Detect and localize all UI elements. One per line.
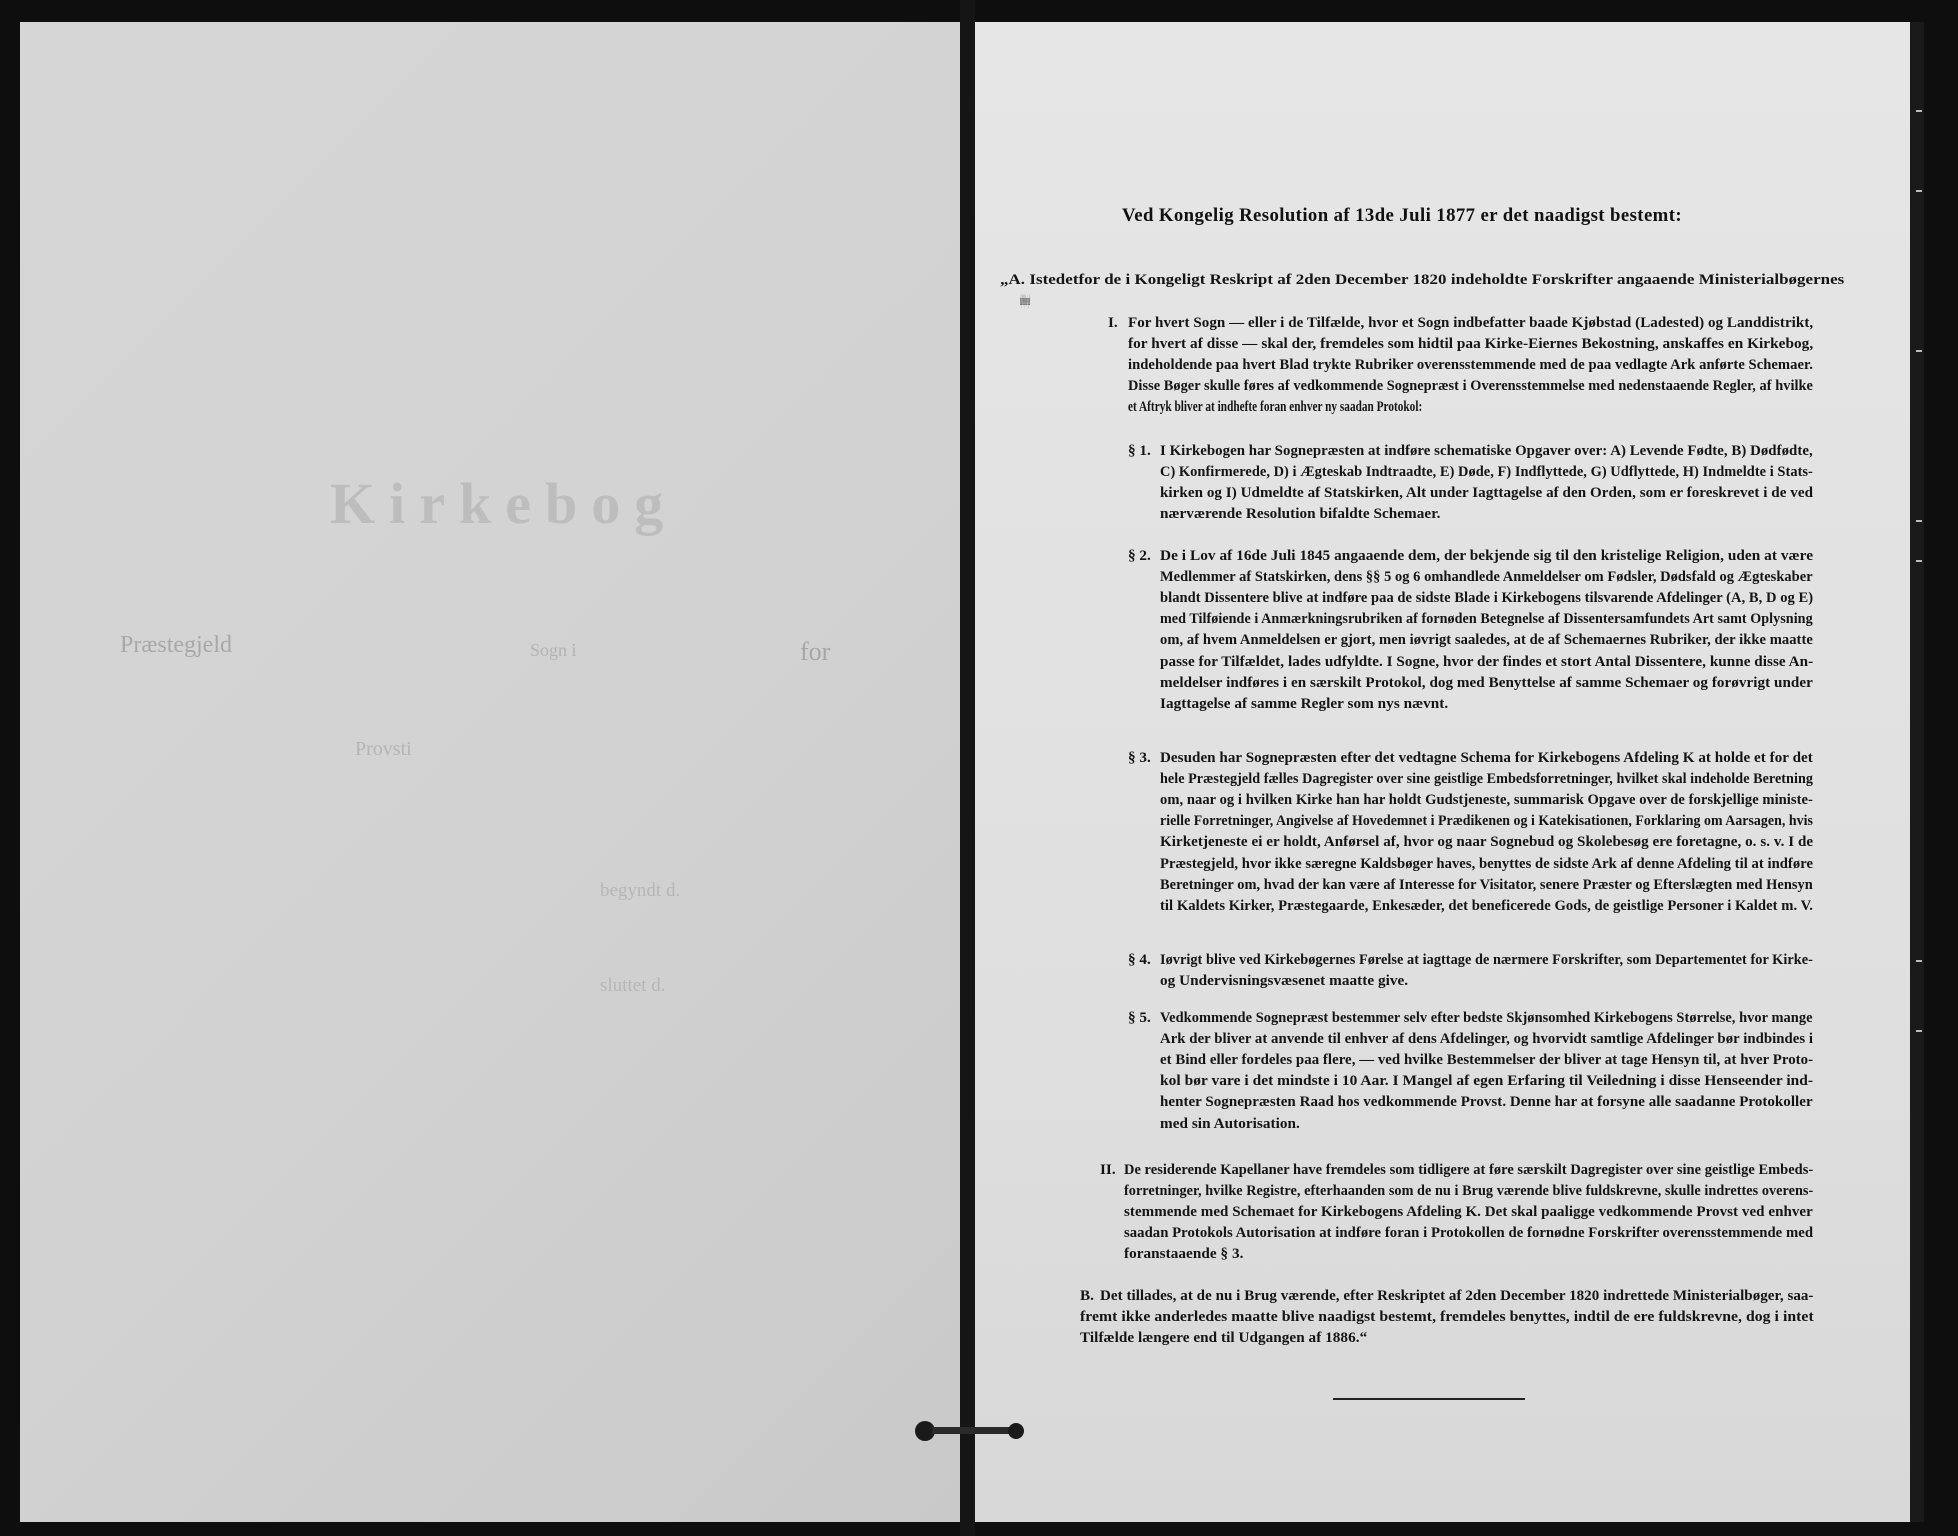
ghost-sogn: Sogn i [530, 640, 577, 660]
paragraph-number: § 2. [1128, 547, 1151, 564]
text-line: nærværende Resolution bifaldte Schemaer. [1160, 505, 1441, 523]
text-line: Tilfælde længere end til Udgangen af 1886.“ [1080, 1329, 1368, 1347]
text-line: Beretninger om, hvad der kan være af Interesse for Visitator, senere Præster og Efterslægten med Hensyn [1160, 875, 1813, 893]
text-line: rielle Forretninger, Angivelse af Hovedemnet i Prædikenen og i Katekisationen, Forklaring om Aarsagen, hvis [1160, 812, 1813, 830]
text-line: til Kaldets Kirker, Præstegaarde, Enkesæder, det beneficerede Gods, de geistlige Personer i Kaldet m. V. [1160, 896, 1813, 914]
text-line: saadan Protokols Autorisation at indføre foran i Protokollen de fornødne Forskrifter overensstemmende med [1124, 1224, 1814, 1242]
paragraph-number: I. [1108, 314, 1118, 331]
edge-mark [1916, 520, 1922, 522]
text-line: Ark der bliver at anvende til enhver af dens Afdelinger, og hvorvidt samtlige Afdelinger bør indbindes i [1160, 1030, 1814, 1048]
edge-mark [1916, 190, 1922, 192]
ghost-provsti: Provsti [355, 738, 412, 760]
text-line: Indretning skulle for Fremtiden følgende Bestemmelser være gjældende: [1020, 292, 1031, 310]
page-edge [1910, 22, 1924, 1522]
text-line: I Kirkebogen har Sognepræsten at indføre schematiske Opgaver over: A) Levende Fødte, B) Dødfødte, [1160, 442, 1813, 459]
text-line: meldelser indføres i en særskilt Protokol, dog med Benyttelse af samme Schemaer og forøvrigt under [1160, 673, 1813, 691]
edge-mark [1916, 110, 1922, 112]
text-line: Det tillades, at de nu i Brug værende, efter Reskriptet af 2den December 1820 indrettede Ministerialbøger, saa- [1100, 1287, 1814, 1304]
text-line: Kirketjeneste ei er holdt, Anførsel af, hvor og naar Sognebud og Skolebesøg ere foretagne, o. s. v. I de [1160, 833, 1814, 851]
text-line: med sin Autorisation. [1160, 1114, 1300, 1132]
text-line: et Aftryk bliver at indhefte foran enhver ny saadan Protokol: [1128, 398, 1423, 416]
text-line: Iøvrigt blive ved Kirkebøgernes Førelse at iagttage de nærmere Forskrifter, som Departementet for Kirke- [1160, 951, 1813, 968]
text-line: passe for Tilfældet, lades udfyldte. I Sogne, hvor der findes et stort Antal Dissentere, kunne disse An- [1160, 652, 1814, 670]
edge-mark [1916, 960, 1922, 962]
edge-mark [1916, 350, 1922, 352]
text-line: kirken og I) Udmeldte af Statskirken, Alt under Iagttagelse af den Orden, som er foreskrevet i de ved [1160, 484, 1814, 502]
text-line: Desuden har Sognepræsten efter det vedtagne Schema for Kirkebogens Afdeling K at holde et for det [1160, 749, 1813, 766]
text-line: med Tilføiende i Anmærkningsrubriken af fornøden Betegnelse af Dissentersamfundets Art samt Oplysning [1160, 610, 1813, 628]
paragraph-number: § 4. [1128, 951, 1151, 968]
ghost-begyndt: begyndt d. [600, 880, 681, 901]
ghost-for: for [800, 637, 831, 666]
paragraph-number: § 5. [1128, 1009, 1151, 1026]
edge-mark [1916, 1030, 1922, 1032]
text-line: henter Sognepræsten Raad hos vedkommende Provst. Denne har at forsyne alle saadanne Protokoller [1160, 1093, 1813, 1111]
text-line: hele Præstegjeld fælles Dagregister over sine geistlige Embedsforretninger, hvilket skal indeholde Beretning [1160, 770, 1813, 788]
closing-rule [1333, 1398, 1525, 1400]
text-line: blandt Dissentere blive at indføre paa de sidste Blade i Kirkebogens tilsvarende Afdelinger (A, B, D og E) [1160, 589, 1814, 607]
text-line: et Bind eller fordeles paa flere, — ved hvilke Bestemmelser der bliver at tage Hensyn til, at hver Proto- [1160, 1051, 1814, 1069]
text-line: fremt ikke anderledes maatte blive naadigst bestemt, fremdeles benyttes, indtil de ere fuldskrevne, dog i intet [1080, 1308, 1814, 1326]
text-line: Iagttagelse af samme Regler som nys nævnt. [1160, 694, 1449, 712]
ghost-praestegjeld: Præstegjeld [120, 632, 232, 658]
ghost-sluttet: sluttet d. [600, 975, 666, 996]
text-line: forretninger, hvilke Registre, efterhaanden som de nu i Brug værende blive fuldskrevne, skulle indrettes overens- [1124, 1182, 1814, 1200]
text-line: De i Lov af 16de Juli 1845 angaaende dem, der bekjende sig til den kristelige Religion, uden at være [1160, 547, 1814, 564]
text-line: Medlemmer af Statskirken, dens §§ 5 og 6 omhandlede Anmeldelser om Fødsler, Dødsfald og Ægteskaber [1160, 568, 1813, 586]
text-line: De residerende Kapellaner have fremdeles som tidligere at føre særskilt Dagregister over sine geistlige Embeds- [1124, 1161, 1814, 1178]
left-page [20, 22, 960, 1522]
text-line: „A. Istedetfor de i Kongeligt Reskript af 2den December 1820 indeholdte Forskrifter angaaende Ministerialbøgernes [1000, 271, 1845, 288]
text-line: kol bør vare i det mindste i 10 Aar. I Mangel af egen Erfaring til Veiledning i disse Henseender ind- [1160, 1072, 1814, 1090]
paragraph-number: II. [1100, 1161, 1116, 1178]
text-line: om, naar og i hvilken Kirke han har holdt Gudstjeneste, summarisk Opgave over de forskjellige ministe- [1160, 791, 1813, 809]
ghost-title: Kirkebog [330, 471, 678, 536]
text-line: foranstaaende § 3. [1124, 1245, 1244, 1263]
text-line: indeholdende paa hvert Blad trykte Rubriker overensstemmende med de paa vedlagte Ark anførte Schemaer. [1128, 356, 1813, 374]
text-line: Præstegjeld, hvor ikke særegne Kaldsbøger haves, benyttes de sidste Ark af denne Afdeling til at indføre [1160, 854, 1814, 872]
text-line: og Undervisningsvæsenet maatte give. [1160, 972, 1409, 990]
text-line: for hvert af disse — skal der, fremdeles som hidtil paa Kirke-Eiernes Bekostning, anskaffes en Kirkebog, [1128, 335, 1814, 353]
paragraph-number: § 1. [1128, 442, 1151, 459]
binding-clasp [912, 1418, 1027, 1444]
paragraph-number: B. [1080, 1287, 1094, 1304]
text-line: For hvert Sogn — eller i de Tilfælde, hvor et Sogn indbefatter baade Kjøbstad (Ladested) og Landdistrikt, [1128, 314, 1814, 331]
text-line: C) Konfirmerede, D) i Ægteskab Indtraadte, E) Døde, F) Indflyttede, G) Udflyttede, H) Indmeldte i Stats- [1160, 463, 1813, 481]
edge-mark [1916, 560, 1922, 562]
resolution-heading: Ved Kongelig Resolution af 13de Juli 1877 er det naadigst bestemt: [1122, 205, 1683, 226]
paragraph-number: § 3. [1128, 749, 1151, 766]
text-line: stemmende med Schemaet for Kirkebogens Afdeling K. Det skal paaligge vedkommende Provst ved enhver [1124, 1203, 1813, 1221]
book-gutter [960, 0, 975, 1536]
text-line: Disse Bøger skulle føres af vedkommende Sognepræst i Overensstemmelse med nedenstaaende Regler, af hvilke [1128, 377, 1813, 395]
text-line: om, af hvem Anmeldelsen er gjort, men iøvrigt saaledes, at de af Schemaernes Rubriker, der ikke maatte [1160, 631, 1813, 649]
text-line: Vedkommende Sognepræst bestemmer selv efter bedste Skjønsomhed Kirkebogens Størrelse, hvor mange [1160, 1009, 1813, 1026]
